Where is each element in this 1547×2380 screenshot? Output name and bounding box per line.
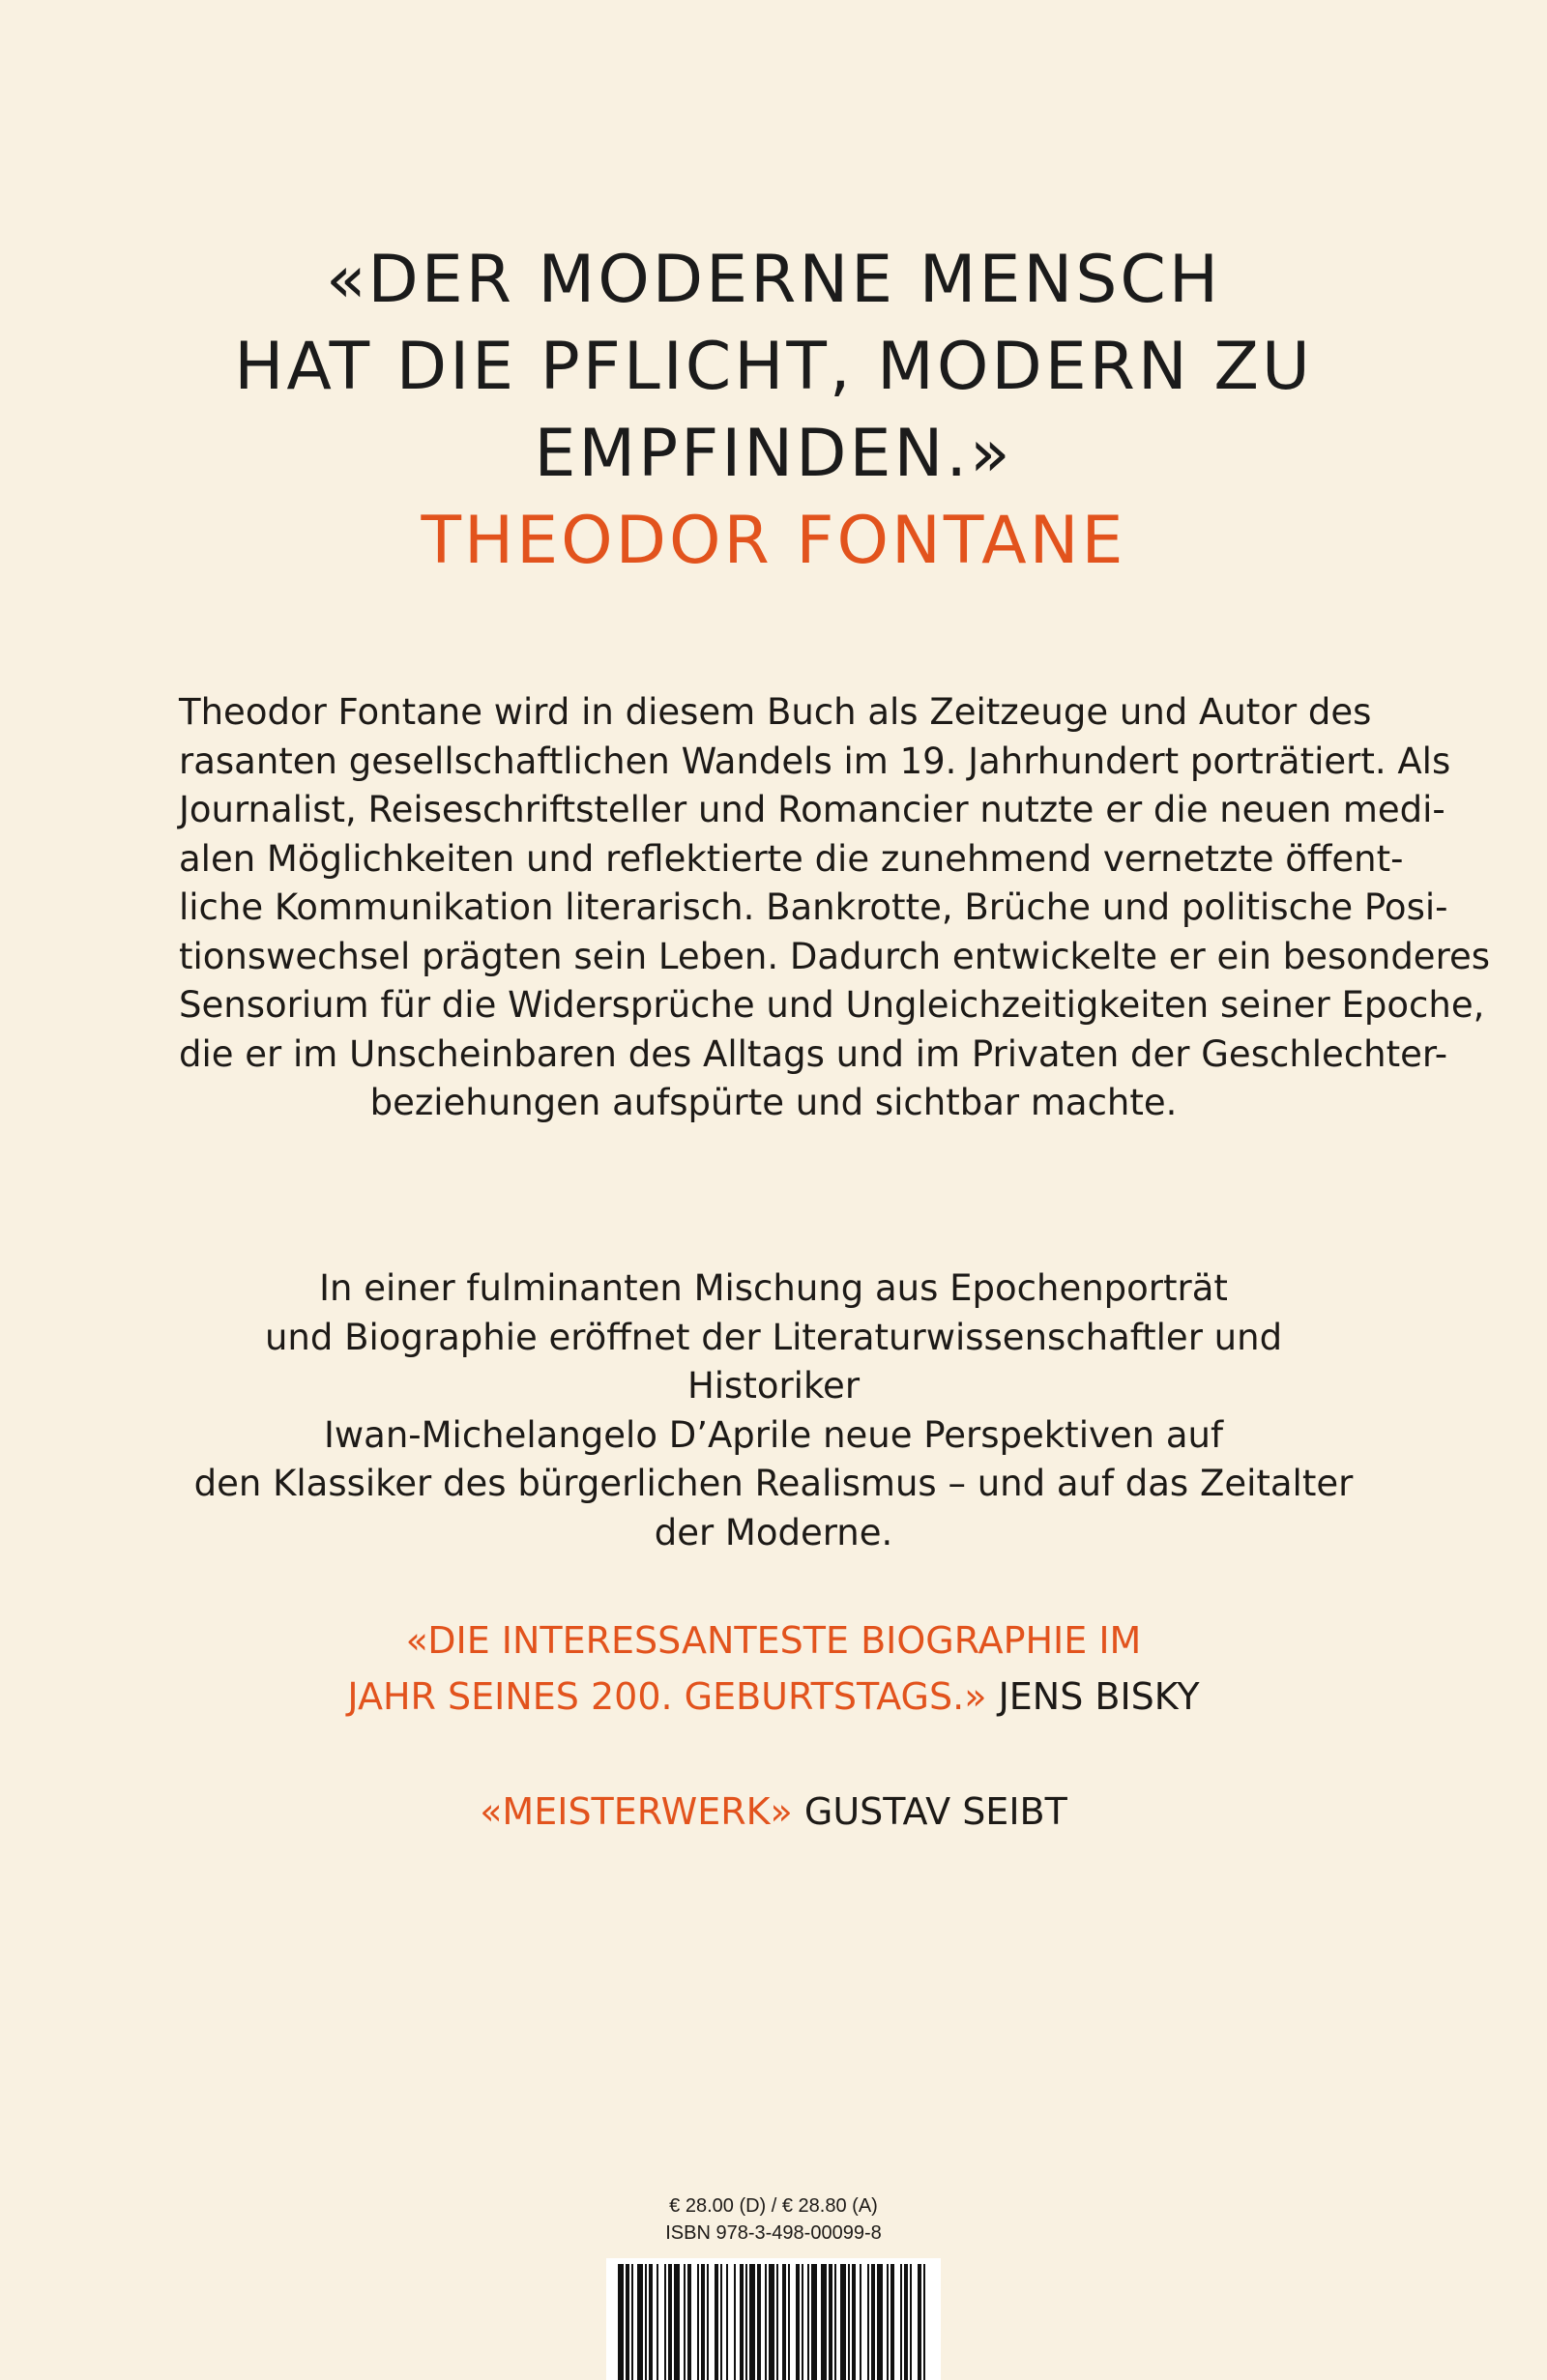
barcode-bar bbox=[649, 2264, 653, 2380]
blurb-paragraph-1 bbox=[179, 688, 1491, 1128]
blurb-line: beziehungen aufspürte und sichtbar machte. bbox=[369, 1082, 1178, 1123]
barcode-graphic bbox=[606, 2258, 941, 2380]
barcode-bar bbox=[811, 2264, 817, 2380]
barcode-bar bbox=[852, 2264, 856, 2380]
barcode-bar bbox=[829, 2264, 832, 2380]
barcode-bar bbox=[618, 2264, 624, 2380]
blurb-line: der Moderne. bbox=[654, 1511, 893, 1553]
barcode-bar bbox=[715, 2264, 718, 2380]
blurb-line: Journalist, Reiseschriftsteller und Romancier nutzte er die neuen medi- bbox=[179, 789, 1445, 830]
barcode-bar bbox=[674, 2264, 680, 2380]
barcode-bar bbox=[657, 2264, 658, 2380]
barcode-bar bbox=[720, 2264, 722, 2380]
barcode-bar bbox=[637, 2264, 643, 2380]
barcode-bar bbox=[904, 2264, 908, 2380]
barcode-bar bbox=[867, 2264, 869, 2380]
barcode-bar bbox=[821, 2264, 827, 2380]
barcode-bar bbox=[769, 2264, 774, 2380]
headline-line: HAT DIE PFLICHT, MODERN ZU bbox=[234, 329, 1313, 405]
blurb-line: den Klassiker des bürgerlichen Realismus – und auf das Zeitalter bbox=[193, 1463, 1354, 1504]
barcode-bar bbox=[807, 2264, 809, 2380]
blurb-line: die er im Unscheinbaren des Alltags und im Privaten der Geschlechter- bbox=[179, 1032, 1448, 1075]
barcode-bar bbox=[782, 2264, 786, 2380]
barcode-bar bbox=[684, 2264, 686, 2380]
barcode-bar bbox=[726, 2264, 728, 2380]
barcode-bar bbox=[910, 2264, 912, 2380]
barcode-bar bbox=[860, 2264, 861, 2380]
isbn-text: ISBN 978-3-498-00099-8 bbox=[665, 2222, 882, 2244]
barcode-bar bbox=[740, 2264, 744, 2380]
price-text: € 28.00 (D) / € 28.80 (A) bbox=[669, 2195, 878, 2217]
press-quote-source: JENS BISKY bbox=[998, 1675, 1200, 1718]
barcode-bar bbox=[749, 2264, 755, 2380]
barcode-bar bbox=[668, 2264, 672, 2380]
barcode-bar bbox=[631, 2264, 633, 2380]
blurb-line: In einer fulminanten Mischung aus Epochenporträt bbox=[319, 1267, 1228, 1309]
barcode-bar bbox=[918, 2264, 921, 2380]
headline-line: EMPFINDEN.» bbox=[534, 416, 1013, 492]
barcode-bar bbox=[626, 2264, 629, 2380]
barcode-bar bbox=[900, 2264, 902, 2380]
press-quote-text: JAHR SEINES 200. GEBURTSTAGS.» bbox=[347, 1675, 987, 1718]
blurb-line: rasanten gesellschaftlichen Wandels im 19. Jahrhundert porträtiert. Als bbox=[179, 740, 1451, 782]
barcode-bar bbox=[802, 2264, 803, 2380]
barcode-bar bbox=[796, 2264, 800, 2380]
barcode-bar bbox=[687, 2264, 691, 2380]
barcode-bar bbox=[745, 2264, 747, 2380]
headline-quote bbox=[0, 237, 1547, 585]
blurb-line: alen Möglichkeiten und reflektierte die zunehmend vernetzte öffent- bbox=[179, 837, 1404, 880]
blurb-line: Iwan-Michelangelo D’Aprile neue Perspektiven auf bbox=[323, 1413, 1223, 1456]
headline-author: THEODOR FONTANE bbox=[421, 503, 1126, 579]
barcode-bar bbox=[871, 2264, 875, 2380]
barcode-bar bbox=[697, 2264, 699, 2380]
barcode-bar bbox=[890, 2264, 894, 2380]
blurb-line: Sensorium für die Widersprüche und Ungleichzeitigkeiten seiner Epoche, bbox=[179, 984, 1485, 1026]
press-quote-bisky bbox=[0, 1612, 1547, 1725]
barcode-bar bbox=[776, 2264, 778, 2380]
barcode-bar bbox=[734, 2264, 736, 2380]
blurb-line: tionswechsel prägten sein Leben. Dadurch entwickelte er ein besonderes bbox=[179, 935, 1491, 977]
barcode-bar bbox=[707, 2264, 709, 2380]
barcode bbox=[606, 2258, 941, 2380]
barcode-bar bbox=[765, 2264, 767, 2380]
barcode-bar bbox=[887, 2264, 889, 2380]
barcode-bar bbox=[757, 2264, 761, 2380]
barcode-bar bbox=[848, 2264, 850, 2380]
blurb-paragraph-2 bbox=[179, 1264, 1368, 1557]
barcode-bar bbox=[788, 2264, 790, 2380]
press-quote-seibt bbox=[0, 1784, 1547, 1840]
headline-line: «DER MODERNE MENSCH bbox=[325, 242, 1222, 318]
barcode-bar bbox=[923, 2264, 925, 2380]
barcode-bar bbox=[834, 2264, 836, 2380]
barcode-bar bbox=[701, 2264, 705, 2380]
barcode-bar bbox=[664, 2264, 666, 2380]
barcode-bar bbox=[840, 2264, 846, 2380]
press-quote-source: GUSTAV SEIBT bbox=[803, 1790, 1067, 1833]
blurb-line: und Biographie eröffnet der Literaturwissenschaftler und Historiker bbox=[264, 1316, 1283, 1407]
price-isbn-block bbox=[619, 2192, 928, 2247]
blurb-line: liche Kommunikation literarisch. Bankrotte, Brüche und politische Posi- bbox=[179, 886, 1448, 928]
barcode-bar bbox=[645, 2264, 647, 2380]
press-quote-text: «MEISTERWERK» bbox=[480, 1790, 793, 1833]
barcode-bar bbox=[877, 2264, 883, 2380]
blurb-line: Theodor Fontane wird in diesem Buch als Zeitzeuge und Autor des bbox=[179, 691, 1372, 733]
press-quote-text: «DIE INTERESSANTESTE BIOGRAPHIE IM bbox=[405, 1619, 1142, 1662]
